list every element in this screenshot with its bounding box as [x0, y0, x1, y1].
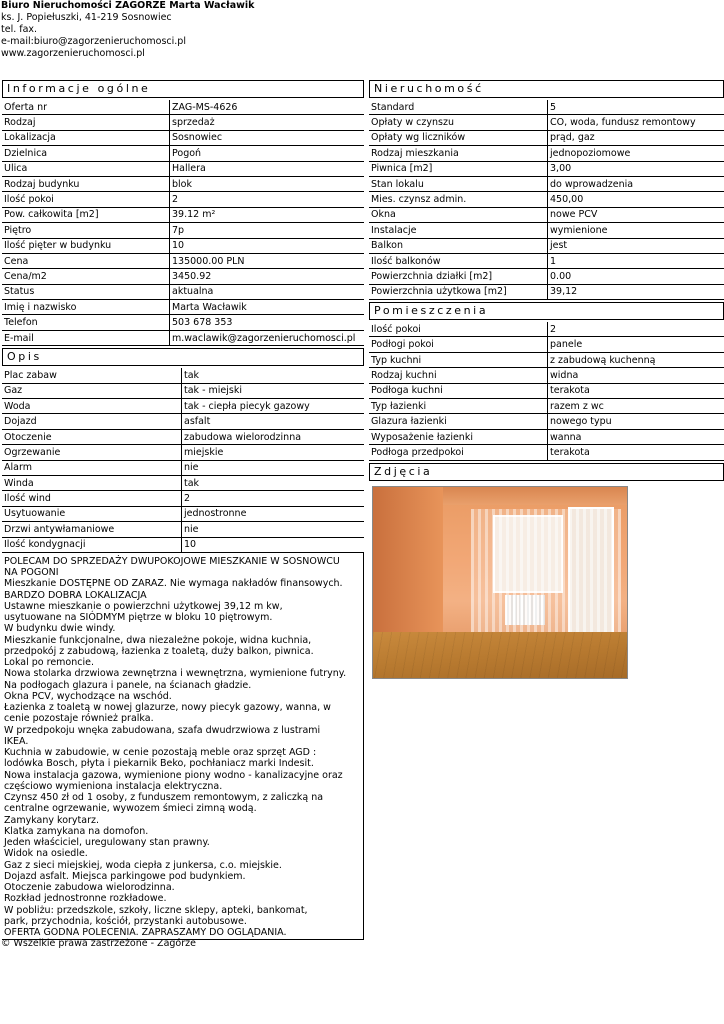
general-row	[2, 315, 364, 330]
opis-value: tak	[182, 476, 364, 491]
opis-row	[2, 414, 364, 429]
opis-label: Otoczenie	[2, 430, 182, 445]
general-row	[2, 223, 364, 238]
property-row	[369, 269, 724, 284]
opis-row	[2, 399, 364, 414]
opis-label: Gaz	[2, 384, 182, 399]
opis-table	[2, 368, 364, 553]
general-label: Piętro	[2, 223, 170, 238]
property-value: do wprowadzenia	[548, 177, 724, 192]
opis-label: Plac zabaw	[2, 368, 182, 383]
general-value: blok	[170, 177, 364, 192]
property-value: CO, woda, fundusz remontowy	[548, 115, 724, 130]
general-value: 2	[170, 192, 364, 207]
property-row	[369, 254, 724, 269]
opis-value: asfalt	[182, 414, 364, 429]
opis-label: Dojazd	[2, 414, 182, 429]
property-value: wymienione	[548, 223, 724, 238]
section-title-property: Nieruchomość	[369, 80, 724, 98]
general-value: aktualna	[170, 285, 364, 300]
rooms-value: nowego typu	[548, 414, 724, 429]
rooms-value: z zabudową kuchenną	[548, 353, 724, 368]
general-value: 3450.92	[170, 269, 364, 284]
property-value: prąd, gaz	[548, 131, 724, 146]
opis-row	[2, 430, 364, 445]
property-label: Piwnica [m2]	[369, 162, 548, 177]
general-row	[2, 115, 364, 130]
general-label: Cena/m2	[2, 269, 170, 284]
section-title-general: Informacje ogólne	[2, 80, 364, 98]
property-row	[369, 100, 724, 115]
rooms-label: Typ łazienki	[369, 399, 548, 414]
rooms-value: razem z wc	[548, 399, 724, 414]
opis-value: zabudowa wielorodzinna	[182, 430, 364, 445]
opis-value: tak	[182, 368, 364, 383]
rooms-value: terakota	[548, 445, 724, 460]
rooms-label: Rodzaj kuchni	[369, 368, 548, 383]
general-value: sprzedaż	[170, 115, 364, 130]
opis-value: 2	[182, 491, 364, 506]
property-label: Powierzchnia działki [m2]	[369, 269, 548, 284]
agency-name: Biuro Nieruchomości ZAGÓRZE Marta Wacławik	[1, 0, 255, 11]
general-row	[2, 192, 364, 207]
property-label: Balkon	[369, 239, 548, 254]
rooms-value: terakota	[548, 384, 724, 399]
general-row	[2, 131, 364, 146]
general-value: 503 678 353	[170, 315, 364, 330]
property-row	[369, 177, 724, 192]
general-value: Marta Wacławik	[170, 300, 364, 315]
general-row	[2, 269, 364, 284]
opis-value: nie	[182, 461, 364, 476]
opis-value: jednostronne	[182, 507, 364, 522]
general-label: Rodzaj budynku	[2, 177, 170, 192]
property-label: Stan lokalu	[369, 177, 548, 192]
rooms-row	[369, 414, 724, 429]
general-value: Sosnowiec	[170, 131, 364, 146]
opis-row	[2, 384, 364, 399]
general-label: Rodzaj	[2, 115, 170, 130]
property-row	[369, 208, 724, 223]
property-label: Ilość balkonów	[369, 254, 548, 269]
rooms-row	[369, 353, 724, 368]
general-value: 135000.00 PLN	[170, 254, 364, 269]
opis-label: Ilość kondygnacji	[2, 538, 182, 553]
opis-value: nie	[182, 522, 364, 537]
property-row	[369, 162, 724, 177]
rooms-label: Typ kuchni	[369, 353, 548, 368]
rooms-row	[369, 384, 724, 399]
opis-label: Ilość wind	[2, 491, 182, 506]
section-title-photos: Zdjęcia	[369, 463, 724, 481]
property-label: Opłaty wg liczników	[369, 131, 548, 146]
property-label: Rodzaj mieszkania	[369, 146, 548, 161]
property-label: Opłaty w czynszu	[369, 115, 548, 130]
property-value: 3,00	[548, 162, 724, 177]
property-value: 450,00	[548, 192, 724, 207]
opis-row	[2, 491, 364, 506]
opis-row	[2, 461, 364, 476]
general-value: Pogoń	[170, 146, 364, 161]
opis-label: Woda	[2, 399, 182, 414]
opis-label: Ogrzewanie	[2, 445, 182, 460]
rooms-table	[369, 322, 724, 461]
general-row	[2, 285, 364, 300]
property-value: 1	[548, 254, 724, 269]
agency-email: e-mail:biuro@zagorzenieruchomosci.pl	[1, 36, 186, 47]
opis-row	[2, 507, 364, 522]
general-label: Telefon	[2, 315, 170, 330]
general-row	[2, 331, 364, 346]
section-title-rooms: Pomieszczenia	[369, 302, 724, 320]
property-row	[369, 192, 724, 207]
property-value: 39,12	[548, 285, 724, 300]
general-row	[2, 254, 364, 269]
general-label: Ilość pięter w budynku	[2, 239, 170, 254]
general-label: Ilość pokoi	[2, 192, 170, 207]
rooms-row	[369, 322, 724, 337]
property-table	[369, 100, 724, 300]
general-label: Status	[2, 285, 170, 300]
rooms-row	[369, 430, 724, 445]
opis-row	[2, 445, 364, 460]
rooms-label: Podłoga przedpokoi	[369, 445, 548, 460]
agency-header	[1, 0, 254, 60]
opis-row	[2, 522, 364, 537]
property-value: nowe PCV	[548, 208, 724, 223]
property-label: Mies. czynsz admin.	[369, 192, 548, 207]
rooms-label: Wyposażenie łazienki	[369, 430, 548, 445]
property-row	[369, 223, 724, 238]
property-row	[369, 146, 724, 161]
opis-value: tak - miejski	[182, 384, 364, 399]
offer-description: POLECAM DO SPRZEDAŻY DWUPOKOJOWE MIESZKANIE W SOSNOWCU NA POGONI Mieszkanie DOSTĘPNE OD ZARAZ. Nie wymaga nakładów finansowych. BARDZO DOBRA LOKALIZACJA Ustawne mieszkanie o powierzchni użytkowej 39,12 m kw, usytuowane na SIÓDMYM piętrze w bloku 10 piętrowym. W budynku dwie windy. Mieszkanie funkcjonalne, dwa niezależne pokoje, widna kuchnia, przedpokój z zabudową, łazienka z toaletą, duży balkon, piwnica. Lokal po remoncie. Nowa stolarka drzwiowa zewnętrzna i wewnętrzna, wymienione futryny. Na podłogach glazura i panele, na ścianach gładzie. Okna PCV, wychodzące na wschód. Łazienka z toaletą w nowej glazurze, nowy piecyk gazowy, wanna, w cenie pozostaje również pralka. W przedpokoju wnęka zabudowana, szafa dwudrzwiowa z lustrami IKEA. Kuchnia w zabudowie, w cenie pozostają meble oraz sprzęt AGD : lodówka Bosch, płyta i piekarnik Beko, pochłaniacz marki Indesit. Nowa instalacja gazowa, wymienione piony wodno - kanalizacyjne oraz częściowo wymieniona instalacja elektryczna. Czynsz 450 zł od 1 osoby, z funduszem remontowym, z zaliczką na centralne ogrzewanie, wywozem śmieci zimną wodą. Zamykany korytarz. Klatka zamykana na domofon. Jeden właściciel, uregulowany stan prawny. Widok na osiedle. Gaz z sieci miejskiej, woda ciepła z junkersa, c.o. miejskie. Dojazd asfalt. Miejsca parkingowe pod budynkiem. Otoczenie zabudowa wielorodzinna. Rozkład jednostronne rozkładowe. W pobliżu: przedszkole, szkoły, liczne sklepy, apteki, bankomat, park, przychodnia, kościół, przystanki autobusowe. OFERTA GODNA POLECENIA. ZAPRASZAMY DO OGLĄDANIA.	[2, 553, 364, 941]
footer-copyright: © Wszelkie prawa zastrzeżone - Zagórze	[1, 938, 196, 949]
opis-value: tak - ciepła piecyk gazowy	[182, 399, 364, 414]
property-label: Instalacje	[369, 223, 548, 238]
section-title-opis: Opis	[2, 348, 364, 366]
rooms-value: 2	[548, 322, 724, 337]
left-column	[2, 80, 364, 940]
general-row	[2, 146, 364, 161]
rooms-row	[369, 445, 724, 460]
rooms-label: Glazura łazienki	[369, 414, 548, 429]
rooms-value: wanna	[548, 430, 724, 445]
property-value: jest	[548, 239, 724, 254]
opis-label: Winda	[2, 476, 182, 491]
right-column	[369, 80, 724, 679]
general-row	[2, 162, 364, 177]
rooms-row	[369, 337, 724, 352]
apartment-photo[interactable]	[372, 486, 628, 679]
opis-row	[2, 538, 364, 553]
general-value: Hallera	[170, 162, 364, 177]
property-label: Okna	[369, 208, 548, 223]
rooms-label: Podłoga kuchni	[369, 384, 548, 399]
property-value: 5	[548, 100, 724, 115]
general-label: Dzielnica	[2, 146, 170, 161]
property-row	[369, 285, 724, 300]
opis-value: 10	[182, 538, 364, 553]
general-value: 10	[170, 239, 364, 254]
general-label: Imię i nazwisko	[2, 300, 170, 315]
rooms-value: widna	[548, 368, 724, 383]
opis-value: miejskie	[182, 445, 364, 460]
general-value: 7p	[170, 223, 364, 238]
general-label: Pow. całkowita [m2]	[2, 208, 170, 223]
general-label: E-mail	[2, 331, 170, 346]
general-row	[2, 177, 364, 192]
property-row	[369, 131, 724, 146]
opis-label: Alarm	[2, 461, 182, 476]
rooms-row	[369, 368, 724, 383]
general-info-table	[2, 100, 364, 346]
general-label: Cena	[2, 254, 170, 269]
general-row	[2, 300, 364, 315]
opis-label: Drzwi antywłamaniowe	[2, 522, 182, 537]
agency-phone: tel. fax.	[1, 24, 38, 35]
opis-row	[2, 368, 364, 383]
general-label: Ulica	[2, 162, 170, 177]
property-value: 0.00	[548, 269, 724, 284]
agency-website: www.zagorzenieruchomosci.pl	[1, 48, 145, 59]
rooms-row	[369, 399, 724, 414]
opis-label: Usytuowanie	[2, 507, 182, 522]
general-row	[2, 208, 364, 223]
property-label: Standard	[369, 100, 548, 115]
agency-address: ks. J. Popiełuszki, 41-219 Sosnowiec	[1, 12, 172, 23]
rooms-label: Podłogi pokoi	[369, 337, 548, 352]
photo-gallery	[369, 483, 724, 679]
general-label: Lokalizacja	[2, 131, 170, 146]
property-row	[369, 115, 724, 130]
general-label: Oferta nr	[2, 100, 170, 115]
property-label: Powierzchnia użytkowa [m2]	[369, 285, 548, 300]
general-value: m.waclawik@zagorzenieruchomosci.pl	[170, 331, 364, 346]
property-value: jednopoziomowe	[548, 146, 724, 161]
general-row	[2, 100, 364, 115]
general-value: 39.12 m²	[170, 208, 364, 223]
general-value: ZAG-MS-4626	[170, 100, 364, 115]
opis-row	[2, 476, 364, 491]
rooms-value: panele	[548, 337, 724, 352]
general-row	[2, 239, 364, 254]
property-row	[369, 239, 724, 254]
rooms-label: Ilość pokoi	[369, 322, 548, 337]
